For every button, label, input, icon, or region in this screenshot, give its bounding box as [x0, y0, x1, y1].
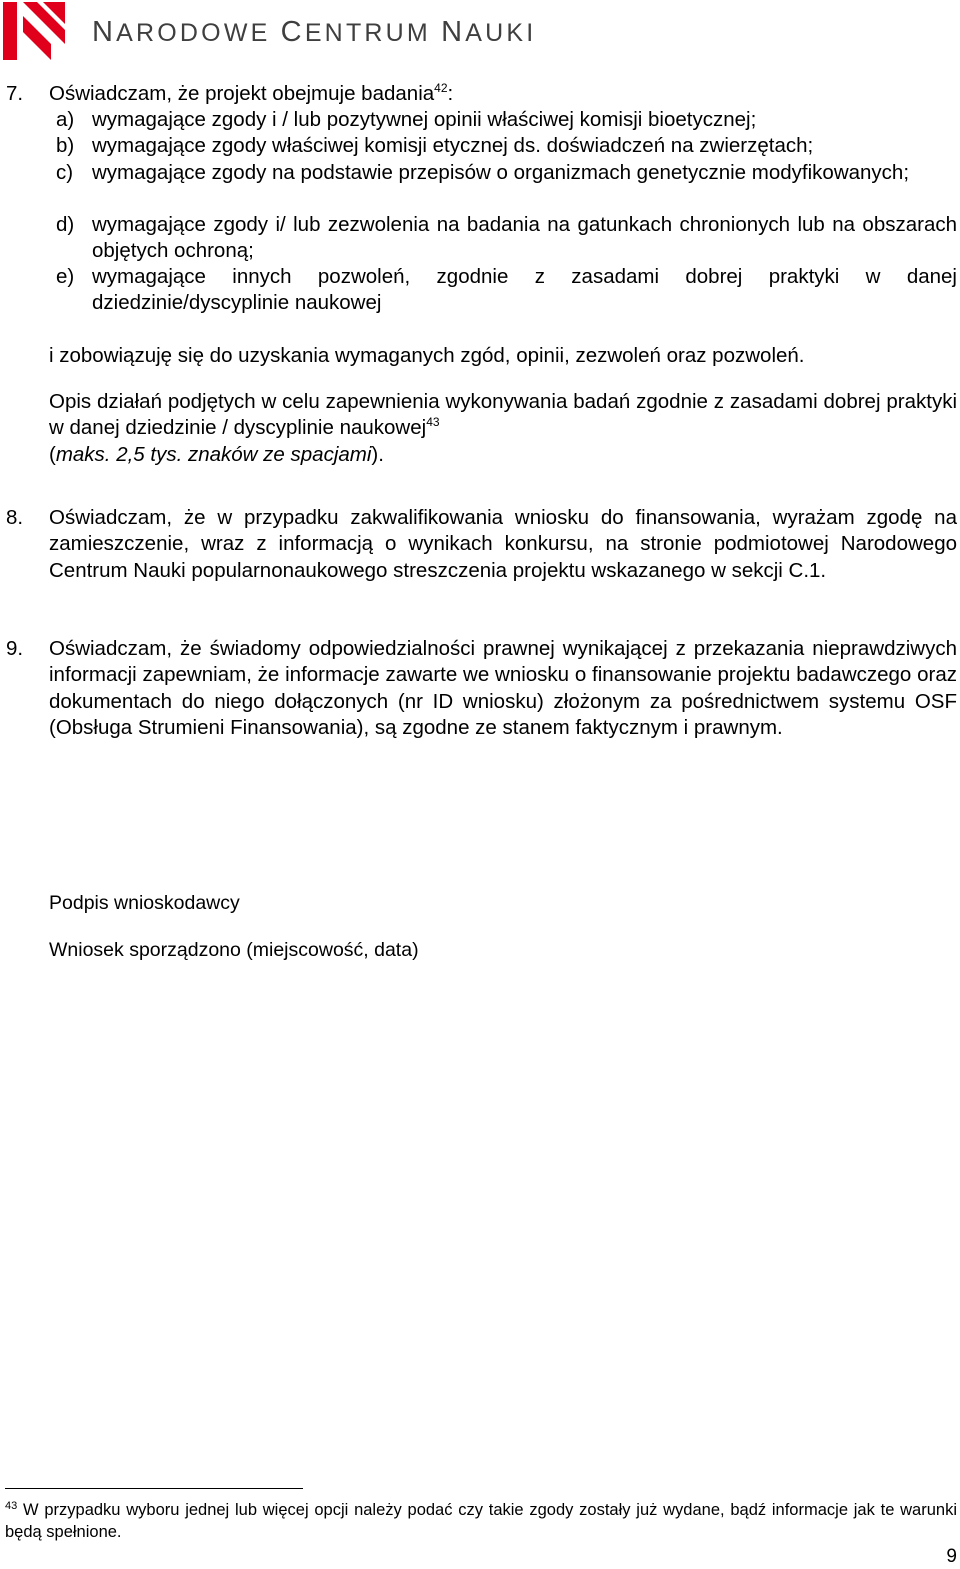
commitment-text: i zobowiązuję się do uzyskania wymaganych zgód, opinii, zezwoleń oraz pozwoleń.	[49, 344, 805, 367]
subitem-c-letter: c)	[56, 161, 74, 184]
description-text: Opis działań podjętych w celu zapewnienia wykonywania badań zgodnie z zasadami dobrej praktyki w danej dziedzinie / dyscyplinie naukowej$^{43}$ (maks. 2,5 tys. znaków ze spacjami).	[49, 390, 957, 466]
item-8-text: Oświadczam, że w przypadku zakwalifikowania wniosku do finansowania, wyrażam zgodę na zamieszczenie, wraz z informacją o wynikach konkursu, na stronie podmiotowej Narodowego Centrum Nauki popularnonaukowego streszczenia projektu wskazanego w sekcji C.1.	[49, 506, 957, 582]
subitem-e-letter: e)	[56, 265, 75, 288]
item-9-text: Oświadczam, że świadomy odpowiedzialności prawnej wynikającej z przekazania nieprawdziwych informacji zapewniam, że informacje zawarte we wniosku o finansowanie projektu badawczego oraz dokumentach do niego dołączonych (nr ID wniosku) złożonym za pośrednictwem systemu OSF (Obsługa Strumieni Finansowania), są zgodne ze stanem faktycznym i prawnym.	[49, 637, 957, 739]
subitem-b-letter: b)	[56, 134, 75, 157]
org-name: NARODOWE CENTRUM NAUKI	[92, 16, 537, 48]
subitem-d-text: wymagające zgody i/ lub zezwolenia na badania na gatunkach chronionych lub na obszarach objętych ochroną;	[92, 213, 957, 263]
item-7-lead: Oświadczam, że projekt obejmuje badania$^{42}$:	[49, 81, 454, 105]
footnote-43: $^{43}$ W przypadku wyboru jednej lub więcej opcji należy podać czy takie zgody zostały już wydane, bądź informacje jak te warunki będą spełnione.	[5, 1500, 957, 1541]
item-8-number: 8.	[6, 506, 24, 529]
footnote-ref-43: 43	[426, 415, 440, 430]
page-header	[0, 0, 960, 70]
char-limit: maks. 2,5 tys. znaków ze spacjami	[55, 442, 372, 466]
subitem-e-text: wymagające innych pozwoleń, zgodnie z zasadami dobrej praktyki w danej dziedzinie/dyscyplinie naukowej	[92, 265, 957, 315]
place-date-label: Wniosek sporządzono (miejscowość, data)	[49, 939, 419, 961]
item-9-number: 9.	[6, 637, 24, 660]
subitem-b-text: wymagające zgody właściwej komisji etycznej ds. doświadczeń na zwierzętach;	[92, 134, 814, 157]
subitem-a-text: wymagające zgody i / lub pozytywnej opinii właściwej komisji bioetycznej;	[92, 108, 757, 131]
signature-label: Podpis wnioskodawcy	[49, 892, 240, 914]
page-number: 9	[946, 1546, 957, 1567]
item-7-number: 7.	[6, 82, 24, 105]
footnote-ref-42: 42	[434, 81, 448, 95]
subitem-d-letter: d)	[56, 213, 75, 236]
ncn-logo-icon	[3, 2, 65, 60]
subitem-a-letter: a)	[56, 108, 75, 131]
footnote-separator	[5, 1488, 303, 1489]
subitem-c-text: wymagające zgody na podstawie przepisów o organizmach genetycznie modyfikowanych;	[92, 161, 910, 184]
